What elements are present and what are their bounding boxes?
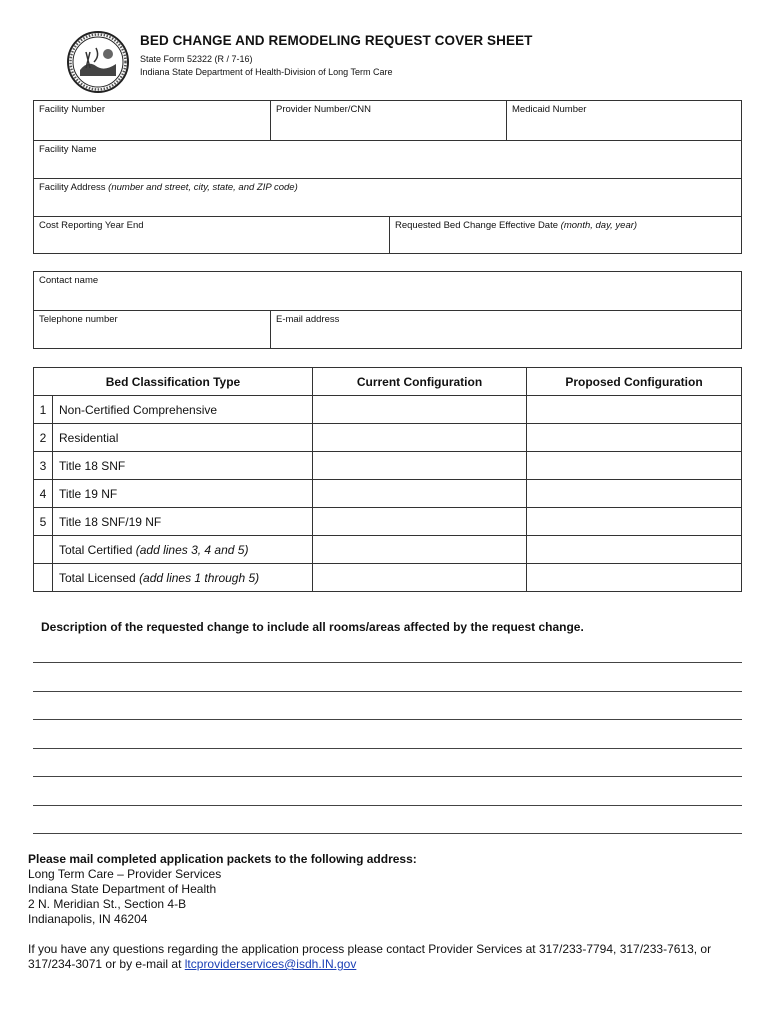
medicaid-number-field[interactable] <box>506 101 741 140</box>
row-label: Non-Certified Comprehensive <box>53 396 313 424</box>
row-number: 4 <box>34 480 53 508</box>
row-number: 3 <box>34 452 53 480</box>
total-licensed-text: Total Licensed <box>59 570 136 585</box>
proposed-config-cell[interactable] <box>527 452 742 480</box>
contact-paragraph <box>28 942 748 972</box>
row-label: Title 18 SNF <box>53 452 313 480</box>
current-config-cell[interactable] <box>313 508 527 536</box>
facility-address-hint: (number and street, city, state, and ZIP code) <box>108 182 298 193</box>
proposed-config-cell[interactable] <box>527 396 742 424</box>
current-config-cell[interactable] <box>313 424 527 452</box>
facility-name-label: Facility Name <box>39 144 97 155</box>
header-bed-type: Bed Classification Type <box>34 368 313 396</box>
row-number: 1 <box>34 396 53 424</box>
total-certified-row <box>34 536 742 564</box>
telephone-label: Telephone number <box>39 314 118 325</box>
description-line[interactable] <box>33 833 742 834</box>
current-config-cell[interactable] <box>313 480 527 508</box>
address-line: Indianapolis, IN 46204 <box>28 912 148 926</box>
facility-number-field[interactable] <box>34 101 270 140</box>
table-row <box>34 508 742 536</box>
contact-text: If you have any questions regarding the application process please contact Provider Services at 317/233-7794, 317/233-7613, or 317/234-3071 or by e-mail at <box>28 942 712 971</box>
facility-info-grid <box>33 100 742 254</box>
table-row <box>34 480 742 508</box>
current-config-cell[interactable] <box>313 564 527 592</box>
address-line: 2 N. Meridian St., Section 4-B <box>28 897 187 911</box>
email-link[interactable]: ltcproviderservices@isdh.IN.gov <box>184 957 357 971</box>
facility-name-field[interactable] <box>34 140 741 178</box>
agency-name: Indiana State Department of Health-Division of Long Term Care <box>140 67 393 77</box>
description-line[interactable] <box>33 719 742 720</box>
row-label: Title 19 NF <box>53 480 313 508</box>
description-line[interactable] <box>33 662 742 663</box>
provider-number-field[interactable] <box>270 101 506 140</box>
facility-address-label: Facility Address <box>39 182 106 193</box>
current-config-cell[interactable] <box>313 452 527 480</box>
effective-date-label: Requested Bed Change Effective Date <box>395 220 559 231</box>
description-line[interactable] <box>33 805 742 806</box>
contact-name-field[interactable] <box>34 272 741 310</box>
description-line[interactable] <box>33 748 742 749</box>
proposed-config-cell[interactable] <box>527 536 742 564</box>
form-title: BED CHANGE AND REMODELING REQUEST COVER SHEET <box>140 33 533 48</box>
telephone-field[interactable] <box>34 310 270 348</box>
cost-reporting-label: Cost Reporting Year End <box>39 220 144 231</box>
row-number-empty <box>34 564 53 592</box>
total-certified-text: Total Certified <box>59 542 133 557</box>
total-licensed-hint: (add lines 1 through 5) <box>139 570 260 585</box>
current-config-cell[interactable] <box>313 536 527 564</box>
state-seal-icon <box>66 30 130 94</box>
row-number: 2 <box>34 424 53 452</box>
provider-number-label: Provider Number/CNN <box>276 104 372 115</box>
email-label: E-mail address <box>276 314 340 325</box>
row-label: Title 18 SNF/19 NF <box>53 508 313 536</box>
address-line: Long Term Care – Provider Services <box>28 867 222 881</box>
row-number-empty <box>34 536 53 564</box>
total-licensed-row <box>34 564 742 592</box>
table-row <box>34 424 742 452</box>
table-row <box>34 452 742 480</box>
proposed-config-cell[interactable] <box>527 508 742 536</box>
contact-info-grid <box>33 271 742 349</box>
current-config-cell[interactable] <box>313 396 527 424</box>
address-line: Indiana State Department of Health <box>28 882 217 896</box>
row-label: Residential <box>53 424 313 452</box>
row-number: 5 <box>34 508 53 536</box>
header-proposed-config: Proposed Configuration <box>527 368 742 396</box>
bed-classification-table <box>33 367 742 592</box>
mailing-heading: Please mail completed application packets to the following address: <box>28 852 417 866</box>
total-certified-label <box>53 536 313 564</box>
description-line[interactable] <box>33 691 742 692</box>
form-number: State Form 52322 (R / 7-16) <box>140 54 253 64</box>
effective-date-field[interactable] <box>389 216 741 253</box>
description-line[interactable] <box>33 776 742 777</box>
proposed-config-cell[interactable] <box>527 564 742 592</box>
table-row <box>34 396 742 424</box>
facility-number-label: Facility Number <box>39 104 105 115</box>
contact-name-label: Contact name <box>39 275 99 286</box>
cost-reporting-field[interactable] <box>34 216 389 253</box>
description-label: Description of the requested change to include all rooms/areas affected by the request change. <box>41 620 584 634</box>
total-certified-hint: (add lines 3, 4 and 5) <box>135 542 249 557</box>
table-header-row <box>34 368 742 396</box>
email-field[interactable] <box>270 310 741 348</box>
facility-address-field[interactable] <box>34 178 741 216</box>
header-current-config: Current Configuration <box>313 368 527 396</box>
proposed-config-cell[interactable] <box>527 480 742 508</box>
medicaid-number-label: Medicaid Number <box>512 104 587 115</box>
total-licensed-label <box>53 564 313 592</box>
proposed-config-cell[interactable] <box>527 424 742 452</box>
effective-date-hint: (month, day, year) <box>560 220 638 231</box>
